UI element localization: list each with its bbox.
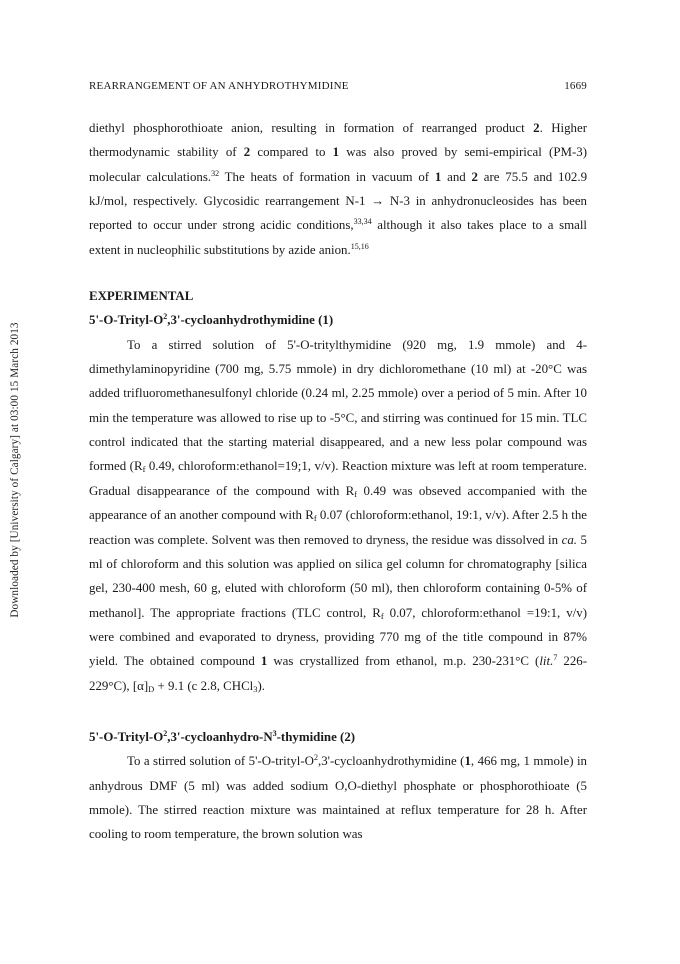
compound-1-procedure: To a stirred solution of 5'-O-tritylthymidine (920 mg, 1.9 mmole) and 4-dimethylaminopyridine (700 mg, 5.75 mmole) in dry dichloromethane (10 ml) at -20°C was added trifluoromethanesulfonyl chloride (0.24 ml, 2.25 mmole) over a period of 5 min. After 10 min the temperature was allowed to rise up to -5°C, and stirring was continued for 15 min. TLC control indicated that the starting material disappeared, and a new less polar compound was formed ($R_f$ 0.49, chloroform:ethanol=19;1, v/v). Reaction mixture was left at room temperature. Gradual disappearance of the compound with $R_f$ 0.49 was obseved accompanied with the appearance of an another compound with $R_f$ 0.07 (chloroform:ethanol, 19:1, v/v). After 2.5 h the reaction was complete. Solvent was then removed to dryness, the residue was dissolved in ca. 5 ml of chloroform and this solution was applied on silica gel column for chromatography [silica gel, 230-400 mesh, 60 g, eluted with chloroform (50 ml), then chloroform containing 0-5% of methanol]. The appropriate fractions (TLC control, $R_f$ 0.07, chloroform:ethanol =19:1, v/v) were combined and evaporated to dryness, providing 770 mg of the title compound in 87% yield. The obtained compound 1 was crystallized from ethanol, m.p. 230-231°C (lit.$^7$ 226-229°C), $[\alpha]_D + 9.1$ (c 2.8, CHCl$_3$). <box>89 337 587 694</box>
citation-ref: 33,34 <box>353 217 372 227</box>
citation-ref: 32 <box>211 168 220 178</box>
running-head-title: REARRANGEMENT OF AN ANHYDROTHYMIDINE <box>89 80 349 92</box>
citation-ref: 15,16 <box>350 241 369 251</box>
page-body <box>89 116 587 847</box>
page-number: 1669 <box>564 80 587 92</box>
compound-2-procedure: To a stirred solution of $5'-O-trityl-O^2,3'$-cycloanhydrothymidine (1, 466 mg, 1 mmole) in anhydrous DMF (5 ml) was added sodium O,O-diethyl phosphate or phosphorothioate (5 mmole). The stirred reaction mixture was maintained at reflux temperature for 28 h. After cooling to room temperature, the brown solution was <box>89 753 587 842</box>
compound-2-heading: $5'-O-Trityl-O^2,3'-cycloanhydro-N^3$-thymidine (2) <box>89 728 356 744</box>
paragraph-discussion: diethyl phosphorothioate anion, resulting in formation of rearranged product 2. Higher thermodynamic stability of 2 compared to 1 was also proved by semi-empirical (PM-3) molecular calculations.$^{32}$ The heats of formation in vacuum of 1 and 2 are 75.5 and 102.9 kJ/mol, respectively. Glycosidic rearrangement N-1 → N-3 in anhydronucleosides has been reported to occur under strong acidic conditions,$^{33,34}$ although it also takes place to a small extent in nucleophilic substitutions by azide anion.$^{15,16}$ <box>89 121 588 257</box>
citation-ref: 7 <box>553 653 558 663</box>
download-watermark <box>8 250 22 690</box>
compound-1-heading: $5'-O-Trityl-O^2,3'$-cycloanhydrothymidine (1) <box>89 312 334 328</box>
section-heading-experimental: EXPERIMENTAL <box>89 289 194 304</box>
download-watermark-text: Downloaded by [University of Calgary] at 03:00 15 March 2013 <box>9 322 21 618</box>
